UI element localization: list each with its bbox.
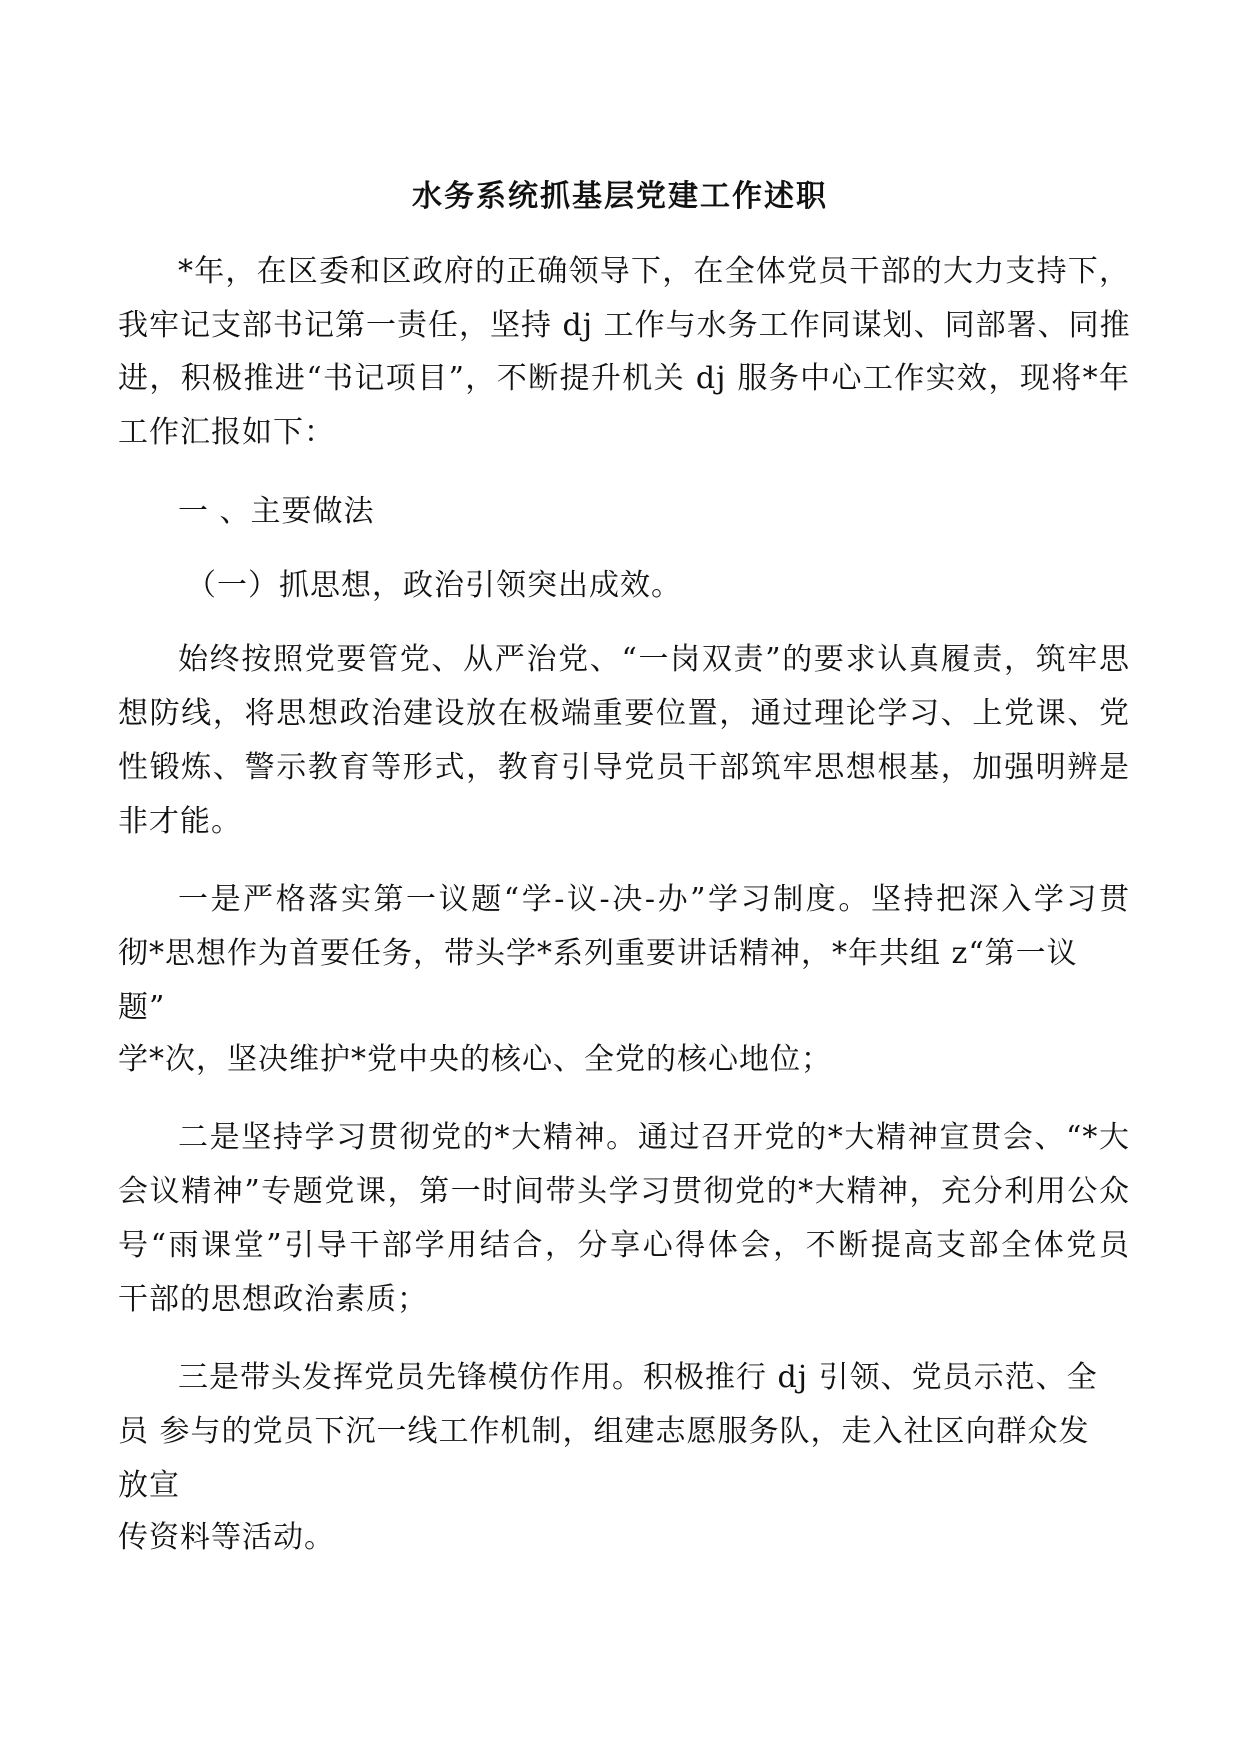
paragraph-line: 放宣 <box>118 1468 180 1503</box>
document-title: 水务系统抓基层党建工作述职 <box>412 179 828 214</box>
paragraph-line: 非才能。 <box>118 804 242 839</box>
paragraph-line: 想防线，将思想政治建设放在极端重要位置，通过理论学习、上党课、党 <box>118 696 1130 731</box>
paragraph-line: 题” <box>118 990 166 1025</box>
paragraph-line: 进，积极推进“书记项目”，不断提升机关 dj 服务中心工作实效，现将*年 <box>118 361 1130 396</box>
paragraph-line: 我牢记支部书记第一责任，坚持 dj 工作与水务工作同谋划、同部署、同推 <box>118 308 1131 343</box>
paragraph-line: 性锻炼、警示教育等形式，教育引导党员干部筑牢思想根基，加强明辨是 <box>118 750 1130 785</box>
paragraph-line: 始终按照党要管党、从严治党、“一岗双责”的要求认真履责，筑牢思 <box>178 642 1130 677</box>
paragraph-line: 员 参与的党员下沉一线工作机制，组建志愿服务队，走入社区向群众发 <box>118 1414 1090 1449</box>
paragraph-line: 工作汇报如下： <box>118 415 335 450</box>
paragraph-line: 一是严格落实第一议题“学-议-决-办”学习制度。坚持把深入学习贯 <box>178 882 1130 917</box>
paragraph-line: 号“雨课堂”引导干部学用结合，分享心得体会，不断提高支部全体党员 <box>118 1228 1130 1263</box>
paragraph-line: 彻*思想作为首要任务，带头学*系列重要讲话精神，*年共组 z“第一议 <box>118 936 1078 971</box>
paragraph-line: 干部的思想政治素质； <box>118 1282 428 1317</box>
paragraph-line: 三是带头发挥党员先锋模仿作用。积极推行 dj 引领、党员示范、全 <box>178 1360 1098 1395</box>
paragraph-line: *年，在区委和区政府的正确领导下，在全体党员干部的大力支持下， <box>178 254 1130 289</box>
paragraph-line: 传资料等活动。 <box>118 1520 335 1555</box>
paragraph-line: 学*次，坚决维护*党中央的核心、全党的核心地位； <box>118 1042 832 1077</box>
subsection-heading: （一）抓思想，政治引领突出成效。 <box>186 568 682 603</box>
paragraph-line: 二是坚持学习贯彻党的*大精神。通过召开党的*大精神宣贯会、“*大 <box>178 1120 1130 1155</box>
paragraph-line: 会议精神”专题党课，第一时间带头学习贯彻党的*大精神，充分利用公众 <box>118 1174 1130 1209</box>
section-heading: 一 、主要做法 <box>178 494 375 529</box>
